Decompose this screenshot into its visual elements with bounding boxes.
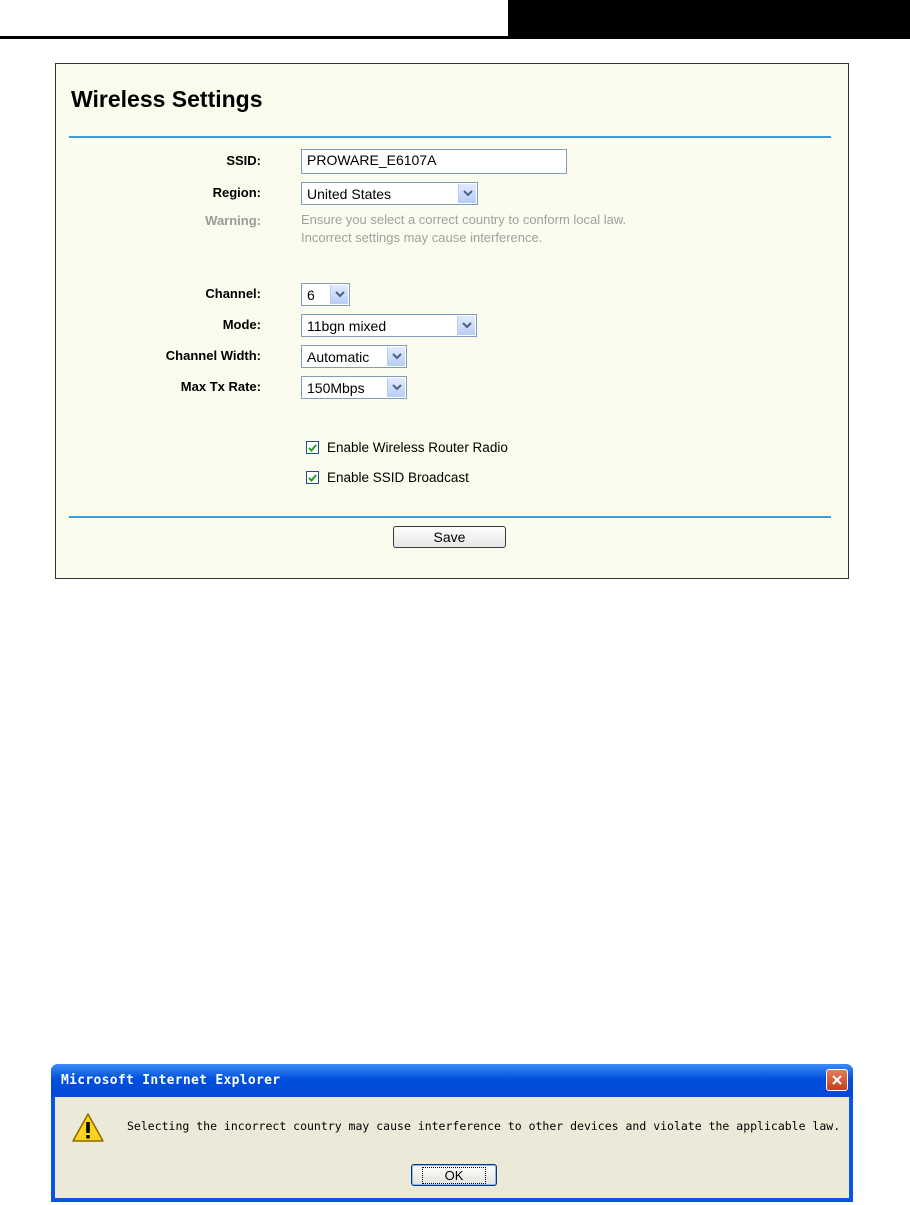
wireless-settings-panel xyxy=(55,63,849,579)
ssid-input[interactable] xyxy=(301,149,567,174)
save-button[interactable]: Save xyxy=(393,526,506,548)
mode-select[interactable] xyxy=(301,314,477,337)
chevron-down-icon xyxy=(387,347,405,366)
enable-broadcast-checkbox[interactable] xyxy=(306,471,319,484)
chevron-down-icon xyxy=(458,184,476,203)
mode-select-value: 11bgn mixed xyxy=(307,318,387,334)
dialog-titlebar[interactable] xyxy=(51,1064,853,1097)
region-label: Region: xyxy=(212,185,261,200)
ssid-input-value: PROWARE_E6107A xyxy=(307,152,437,168)
enable-broadcast-label: Enable SSID Broadcast xyxy=(327,470,469,485)
page-title: Wireless Settings xyxy=(71,86,263,112)
enable-radio-checkbox[interactable] xyxy=(306,441,319,454)
header-rule xyxy=(0,36,910,39)
channel-width-select-value: Automatic xyxy=(307,349,370,365)
chevron-down-icon xyxy=(387,378,405,397)
warning-line-1: Ensure you select a correct country to conform local law. xyxy=(301,212,627,227)
channel-width-label: Channel Width: xyxy=(165,348,261,363)
close-icon[interactable] xyxy=(826,1069,848,1091)
checkmark-icon xyxy=(308,474,317,482)
channel-select[interactable] xyxy=(301,283,350,306)
warning-label: Warning: xyxy=(205,213,261,228)
header-black-band xyxy=(508,0,910,37)
dialog-message: Selecting the incorrect country may cause interference to other devices and violate the applicable law. xyxy=(127,1119,841,1133)
enable-radio-row xyxy=(306,440,508,455)
ok-button[interactable] xyxy=(411,1164,497,1186)
checkmark-icon xyxy=(308,444,317,452)
ok-button-label: OK xyxy=(422,1167,487,1184)
channel-label: Channel: xyxy=(205,286,261,301)
max-tx-rate-label: Max Tx Rate: xyxy=(180,379,261,394)
warning-icon xyxy=(71,1112,105,1144)
warning-line-2: Incorrect settings may cause interference. xyxy=(301,230,543,245)
enable-broadcast-row xyxy=(306,470,469,485)
max-tx-rate-select-value: 150Mbps xyxy=(307,380,365,396)
ssid-label: SSID: xyxy=(226,153,261,168)
dialog-title: Microsoft Internet Explorer xyxy=(61,1073,281,1088)
chevron-down-icon xyxy=(457,316,475,335)
ie-alert-dialog xyxy=(51,1064,853,1202)
region-select-value: United States xyxy=(307,186,392,202)
divider-top xyxy=(69,136,831,138)
warning-text xyxy=(301,211,626,247)
region-select[interactable] xyxy=(301,182,478,205)
dialog-body xyxy=(55,1097,849,1198)
mode-label: Mode: xyxy=(222,317,261,332)
enable-radio-label: Enable Wireless Router Radio xyxy=(327,440,508,455)
channel-select-value: 6 xyxy=(307,287,315,303)
chevron-down-icon xyxy=(330,285,348,304)
divider-bottom xyxy=(69,516,831,518)
channel-width-select[interactable] xyxy=(301,345,407,368)
max-tx-rate-select[interactable] xyxy=(301,376,407,399)
